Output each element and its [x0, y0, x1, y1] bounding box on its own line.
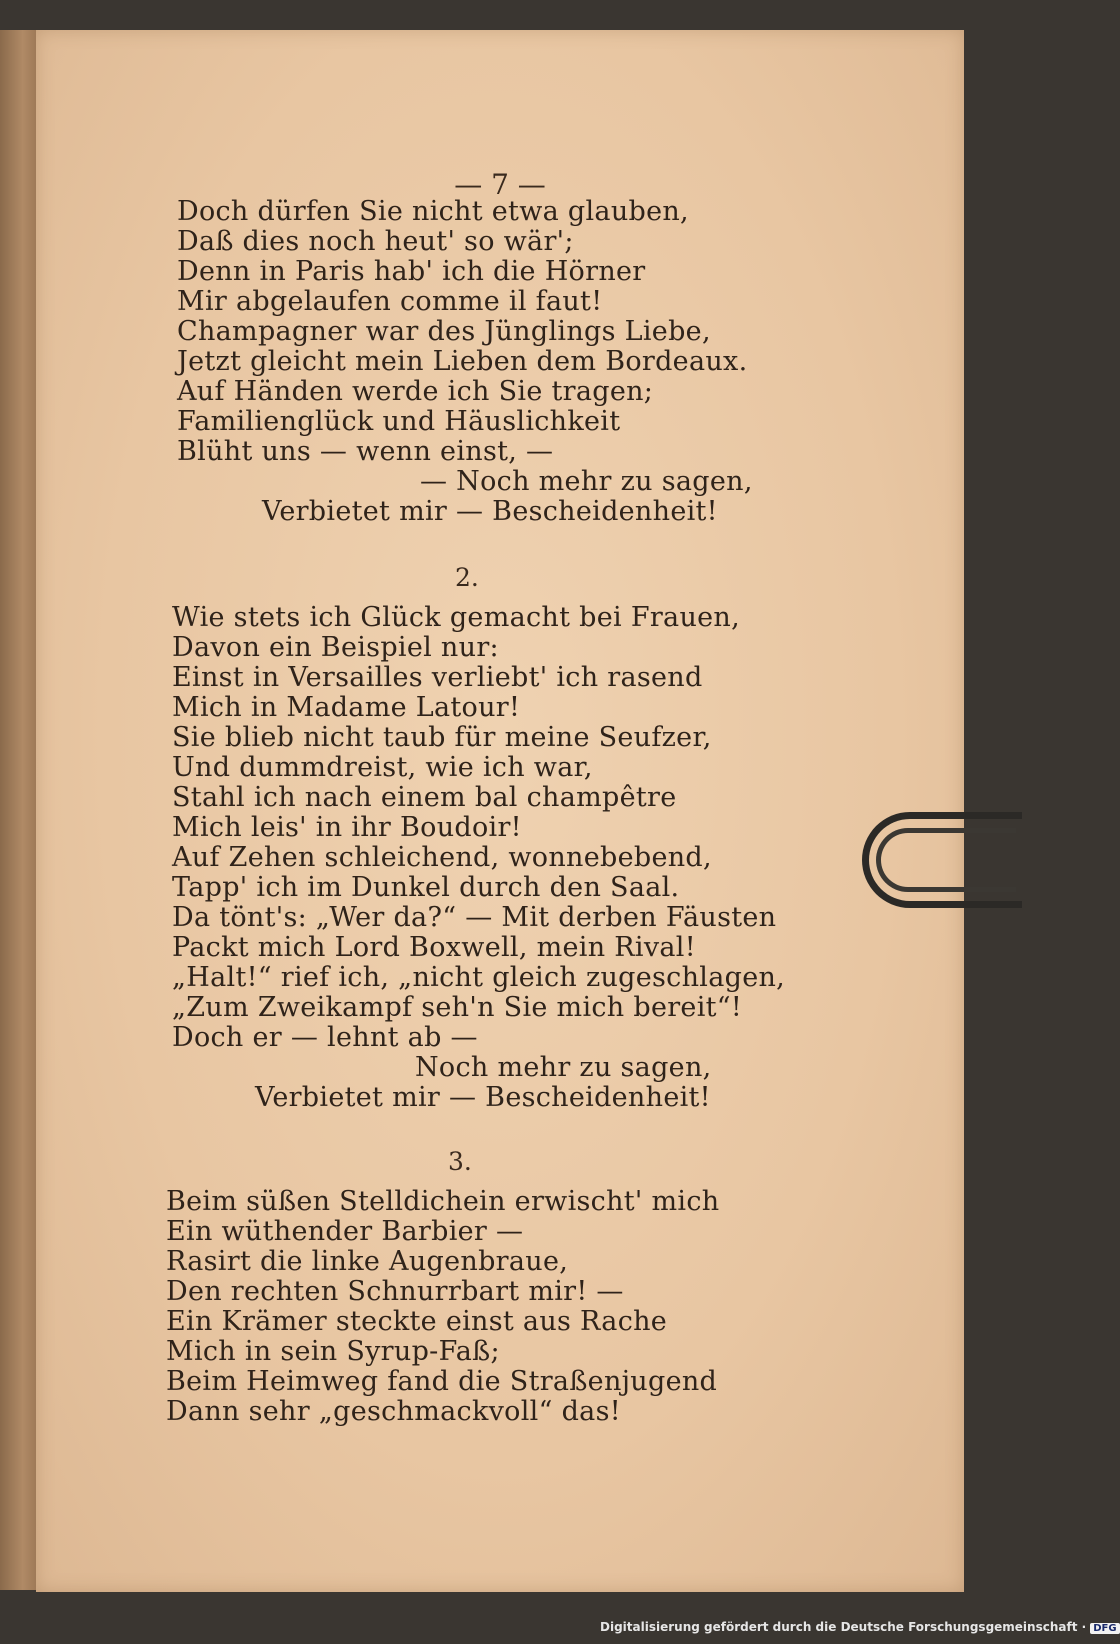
- verse-line: Mir abgelaufen comme il faut!: [177, 286, 603, 317]
- verse-line: Wie stets ich Glück gemacht bei Frauen,: [172, 602, 740, 633]
- verse-line: Da tönt's: „Wer da?“ — Mit derben Fäusten: [172, 902, 777, 933]
- verse-line: Dann sehr „geschmackvoll“ das!: [166, 1396, 621, 1427]
- verse-line: Jetzt gleicht mein Lieben dem Bordeaux.: [177, 346, 748, 377]
- verse-line: Denn in Paris hab' ich die Hörner: [177, 256, 646, 287]
- verse-line: Doch dürfen Sie nicht etwa glauben,: [177, 196, 689, 227]
- stanza-number: 3.: [448, 1147, 472, 1176]
- verse-line: Champagner war des Jünglings Liebe,: [177, 316, 711, 347]
- verse-line: Daß dies noch heut' so wär';: [177, 226, 574, 257]
- verse-line: Familienglück und Häuslichkeit: [177, 406, 621, 437]
- verse-line: Verbietet mir — Bescheidenheit!: [255, 1082, 711, 1113]
- paperclip-inner-loop: [876, 828, 1016, 892]
- page-number: — 7 —: [454, 168, 546, 201]
- verse-line: Tapp' ich im Dunkel durch den Saal.: [172, 872, 680, 903]
- verse-line: „Halt!“ rief ich, „nicht gleich zugeschlagen,: [172, 962, 786, 993]
- verse-line: Auf Zehen schleichend, wonnebebend,: [172, 842, 712, 873]
- verse-line: Verbietet mir — Bescheidenheit!: [262, 496, 718, 527]
- verse-line: Doch er — lehnt ab —: [172, 1022, 478, 1053]
- verse-line: Rasirt die linke Augenbraue,: [166, 1246, 569, 1277]
- verse-line: Mich leis' in ihr Boudoir!: [172, 812, 522, 843]
- verse-line: Den rechten Schnurrbart mir! —: [166, 1276, 624, 1307]
- verse-line: Blüht uns — wenn einst, —: [177, 436, 554, 467]
- verse-line: Ein wüthender Barbier —: [166, 1216, 524, 1247]
- book-binding-edge: [0, 30, 38, 1590]
- verse-line: Davon ein Beispiel nur:: [172, 632, 499, 663]
- verse-line: — Noch mehr zu sagen,: [420, 466, 753, 497]
- verse-line: Auf Händen werde ich Sie tragen;: [177, 376, 654, 407]
- verse-line: Noch mehr zu sagen,: [415, 1052, 712, 1083]
- stanza-number: 2.: [455, 563, 479, 592]
- credit-text: Digitalisierung gefördert durch die Deutsche Forschungsgemeinschaft ·: [600, 1620, 1087, 1634]
- verse-line: Und dummdreist, wie ich war,: [172, 752, 593, 783]
- verse-line: Stahl ich nach einem bal champêtre: [172, 782, 677, 813]
- verse-line: Beim süßen Stelldichein erwischt' mich: [166, 1186, 720, 1217]
- verse-line: Sie blieb nicht taub für meine Seufzer,: [172, 722, 712, 753]
- verse-line: Mich in sein Syrup-Faß;: [166, 1336, 500, 1367]
- verse-line: Ein Krämer steckte einst aus Rache: [166, 1306, 668, 1337]
- verse-line: Mich in Madame Latour!: [172, 692, 521, 723]
- verse-line: Einst in Versailles verliebt' ich rasend: [172, 662, 703, 693]
- verse-line: Packt mich Lord Boxwell, mein Rival!: [172, 932, 696, 963]
- dfg-logo: DFG: [1090, 1623, 1119, 1634]
- verse-line: „Zum Zweikampf seh'n Sie mich bereit“!: [172, 992, 743, 1023]
- verse-line: Beim Heimweg fand die Straßenjugend: [166, 1366, 718, 1397]
- digitization-credit: [600, 1620, 1120, 1634]
